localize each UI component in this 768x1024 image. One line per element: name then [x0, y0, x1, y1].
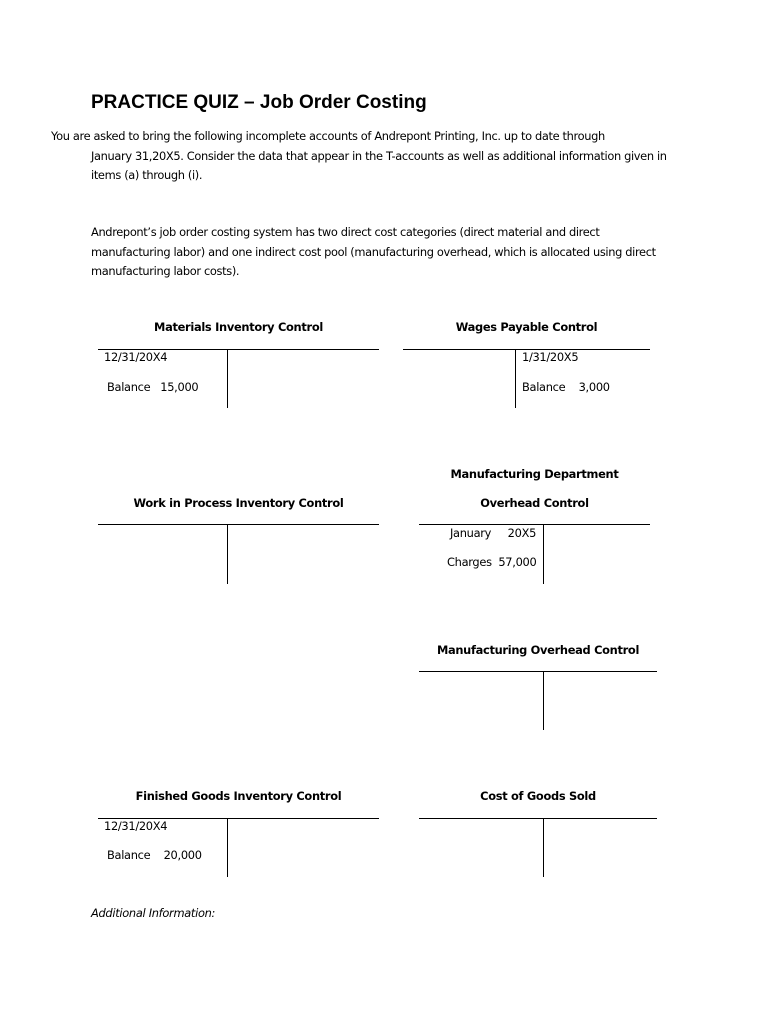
intro-first-line: You are asked to bring the following incomplete accounts of Andrepont Printing, Inc. up to date through	[51, 129, 605, 143]
additional-information-label: Additional Information:	[91, 906, 216, 920]
page-title: PRACTICE QUIZ – Job Order Costing	[91, 92, 427, 113]
debit-date: 12/31/20X4	[104, 350, 168, 364]
debit-charges: Charges 57,000	[447, 555, 537, 569]
intro-paragraph	[51, 127, 691, 186]
account-title: Wages Payable Control	[455, 320, 598, 334]
t-account-top-line	[419, 671, 657, 672]
account-title: Work in Process Inventory Control	[133, 496, 344, 510]
debit-date: 12/31/20X4	[104, 819, 168, 833]
credit-date: 1/31/20X5	[522, 350, 579, 364]
credit-balance: Balance 3,000	[522, 380, 610, 394]
t-account-divider	[227, 818, 228, 877]
account-title-line2: Overhead Control	[480, 496, 589, 510]
debit-balance: Balance 20,000	[107, 848, 202, 862]
debit-date: January 20X5	[450, 526, 537, 540]
t-account-divider	[543, 671, 544, 730]
t-account-divider	[543, 818, 544, 877]
intro-continuation: January 31,20X5. Consider the data that appear in the T-accounts as well as additional information given in items (a) through (i).	[91, 148, 667, 182]
t-account-top-line	[419, 818, 657, 819]
costing-system-paragraph: Andrepont’s job order costing system has two direct cost categories (direct material and direct manufacturing labor) and one indirect cost pool (manufacturing overhead, which is allocated using direct manufacturing labor costs).	[91, 225, 656, 278]
account-title: Finished Goods Inventory Control	[135, 789, 342, 803]
account-title: Materials Inventory Control	[154, 320, 323, 334]
account-title-line1: Manufacturing Department	[450, 467, 619, 481]
t-account-divider	[227, 524, 228, 584]
t-account-top-line	[98, 524, 379, 525]
t-account-divider	[227, 349, 228, 408]
debit-balance: Balance 15,000	[107, 380, 199, 394]
t-account-divider	[515, 349, 516, 408]
account-title: Cost of Goods Sold	[480, 789, 596, 803]
t-account-top-line	[419, 524, 650, 525]
account-title: Manufacturing Overhead Control	[436, 643, 640, 657]
t-account-divider	[543, 524, 544, 584]
